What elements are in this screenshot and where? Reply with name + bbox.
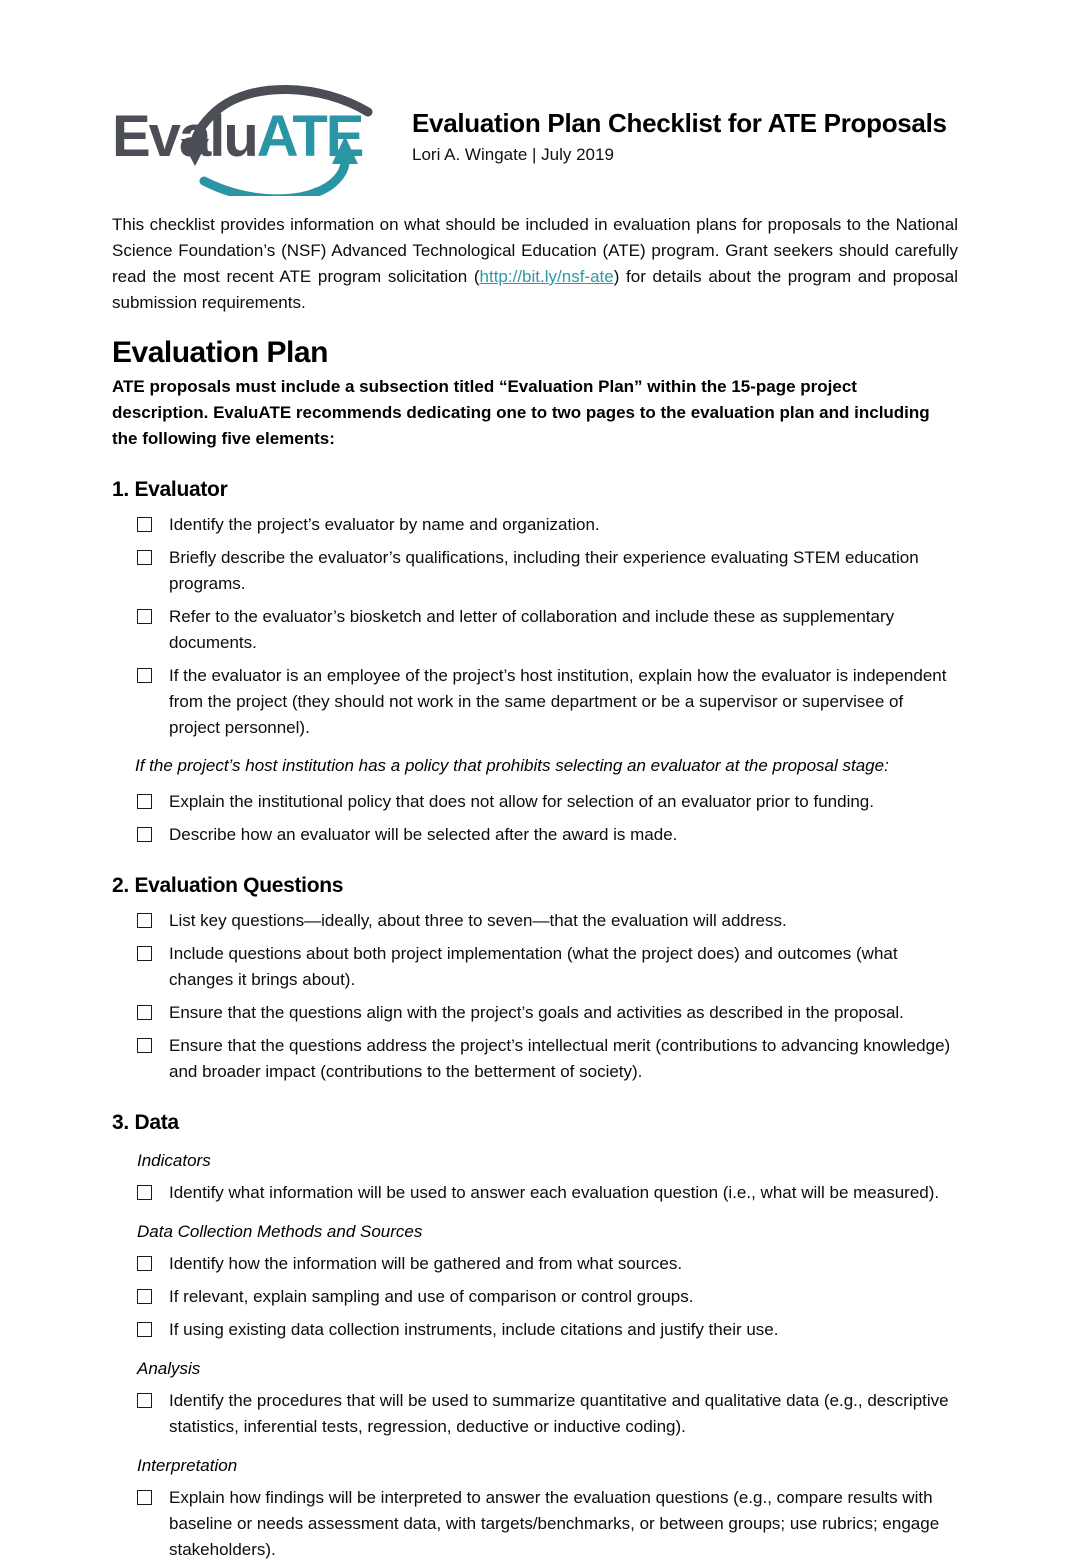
checkbox-icon bbox=[137, 1256, 152, 1271]
checklist-item bbox=[137, 604, 958, 656]
section-heading: 3. Data bbox=[112, 1111, 179, 1134]
subsection-heading: Data Collection Methods and Sources bbox=[137, 1222, 423, 1241]
checkbox-icon bbox=[137, 1038, 152, 1053]
checklist-item bbox=[137, 1284, 958, 1310]
checklist-item bbox=[137, 908, 958, 934]
subsection-heading: Analysis bbox=[137, 1359, 201, 1378]
section-heading: 1. Evaluator bbox=[112, 478, 228, 501]
checklist-sections bbox=[112, 478, 958, 1563]
checkbox-icon bbox=[137, 1005, 152, 1020]
checkbox-icon bbox=[137, 794, 152, 809]
checkbox-icon bbox=[137, 1289, 152, 1304]
checklist-item-text: Explain the institutional policy that does not allow for selection of an evaluator prior to funding. bbox=[169, 792, 874, 811]
checklist-item bbox=[137, 1317, 958, 1343]
checklist-item bbox=[137, 822, 958, 848]
nsf-ate-link[interactable]: http://bit.ly/nsf-ate bbox=[479, 267, 614, 286]
checklist-item bbox=[137, 512, 958, 538]
checkbox-icon bbox=[137, 1393, 152, 1408]
checklist-item-text: Include questions about both project implementation (what the project does) and outcomes (what changes it brings about). bbox=[169, 944, 898, 989]
logo-wordmark bbox=[112, 104, 363, 169]
checklist-item-text: If the evaluator is an employee of the project’s host institution, explain how the evaluator is independent from the project (they should not work in the same department or be a supervisor or supervisee of project personnel). bbox=[169, 666, 947, 737]
checkbox-icon bbox=[137, 946, 152, 961]
checklist-item-text: Ensure that the questions align with the project’s goals and activities as described in the proposal. bbox=[169, 1003, 904, 1022]
logo-word-ate: ATE bbox=[256, 104, 363, 169]
checklist-item-text: If using existing data collection instruments, include citations and justify their use. bbox=[169, 1320, 779, 1339]
checklist-item-text: List key questions—ideally, about three to seven—that the evaluation will address. bbox=[169, 911, 787, 930]
checkbox-icon bbox=[137, 1490, 152, 1505]
checklist-item bbox=[137, 1033, 958, 1085]
checklist-item-text: If relevant, explain sampling and use of comparison or control groups. bbox=[169, 1287, 694, 1306]
checklist-item bbox=[137, 1251, 958, 1277]
checklist-item-text: Ensure that the questions address the project’s intellectual merit (contributions to advancing knowledge) and broader impact (contributions to the betterment of society). bbox=[169, 1036, 951, 1081]
checklist-item-text: Identify what information will be used to answer each evaluation question (i.e., what will be measured). bbox=[169, 1183, 940, 1202]
checklist-item-text: Identify the procedures that will be used to summarize quantitative and qualitative data (e.g., descriptive statistics, inferential tests, regression, deductive or inductive coding). bbox=[169, 1391, 949, 1436]
checklist-item bbox=[137, 1180, 958, 1206]
masthead-text bbox=[412, 84, 947, 165]
checkbox-icon bbox=[137, 1322, 152, 1337]
page-title: Evaluation Plan Checklist for ATE Proposals bbox=[412, 108, 947, 138]
evaluate-logo bbox=[112, 84, 394, 196]
checklist-item bbox=[137, 789, 958, 815]
subsection-heading: Interpretation bbox=[137, 1456, 238, 1475]
section-heading: 2. Evaluation Questions bbox=[112, 874, 344, 897]
checklist-item bbox=[137, 545, 958, 597]
checkbox-icon bbox=[137, 913, 152, 928]
checklist-item bbox=[137, 1485, 958, 1563]
checkbox-icon bbox=[137, 668, 152, 683]
intro-text-after-link: ) for details about the program and proposal submission requirements. bbox=[112, 267, 958, 312]
checkbox-icon bbox=[137, 827, 152, 842]
checklist-item-text: Explain how findings will be interpreted to answer the evaluation questions (e.g., compare results with baseline or needs assessment data, with targets/benchmarks, or between groups; use rubrics; engage stakeholders). bbox=[169, 1488, 940, 1559]
checklist-item bbox=[137, 663, 958, 741]
checklist-item-text: Identify the project’s evaluator by name and organization. bbox=[169, 515, 600, 534]
masthead bbox=[112, 84, 958, 196]
checklist-item-text: Describe how an evaluator will be selected after the award is made. bbox=[169, 825, 678, 844]
checklist-item-text: Refer to the evaluator’s biosketch and letter of collaboration and include these as supplementary documents. bbox=[169, 607, 895, 652]
intro-text-before-link: This checklist provides information on what should be included in evaluation plans for proposals to the National Science Foundation’s (NSF) Advanced Technological Education (ATE) program. Grant seekers should carefully read the most recent ATE program solicitation ( bbox=[112, 215, 958, 286]
conditional-policy-note: If the project’s host institution has a policy that prohibits selecting an evaluator at the proposal stage: bbox=[135, 756, 889, 775]
checkbox-icon bbox=[137, 609, 152, 624]
checkbox-icon bbox=[137, 1185, 152, 1200]
logo-word-evalu: Evalu bbox=[112, 104, 257, 169]
checkbox-icon bbox=[137, 517, 152, 532]
checklist-item bbox=[137, 1000, 958, 1026]
byline: Lori A. Wingate | July 2019 bbox=[412, 145, 614, 164]
checklist-item bbox=[137, 1388, 958, 1440]
intro-paragraph bbox=[112, 212, 958, 316]
evaluation-plan-heading: Evaluation Plan bbox=[112, 336, 328, 369]
evaluation-plan-intro: ATE proposals must include a subsection titled “Evaluation Plan” within the 15-page project description. EvaluATE recommends dedicating one to two pages to the evaluation plan and including the following five elements: bbox=[112, 377, 930, 448]
checkbox-icon bbox=[137, 550, 152, 565]
subsection-heading: Indicators bbox=[137, 1151, 211, 1170]
checklist-item-text: Briefly describe the evaluator’s qualifications, including their experience evaluating STEM education programs. bbox=[169, 548, 919, 593]
checklist-item bbox=[137, 941, 958, 993]
checklist-item-text: Identify how the information will be gathered and from what sources. bbox=[169, 1254, 683, 1273]
